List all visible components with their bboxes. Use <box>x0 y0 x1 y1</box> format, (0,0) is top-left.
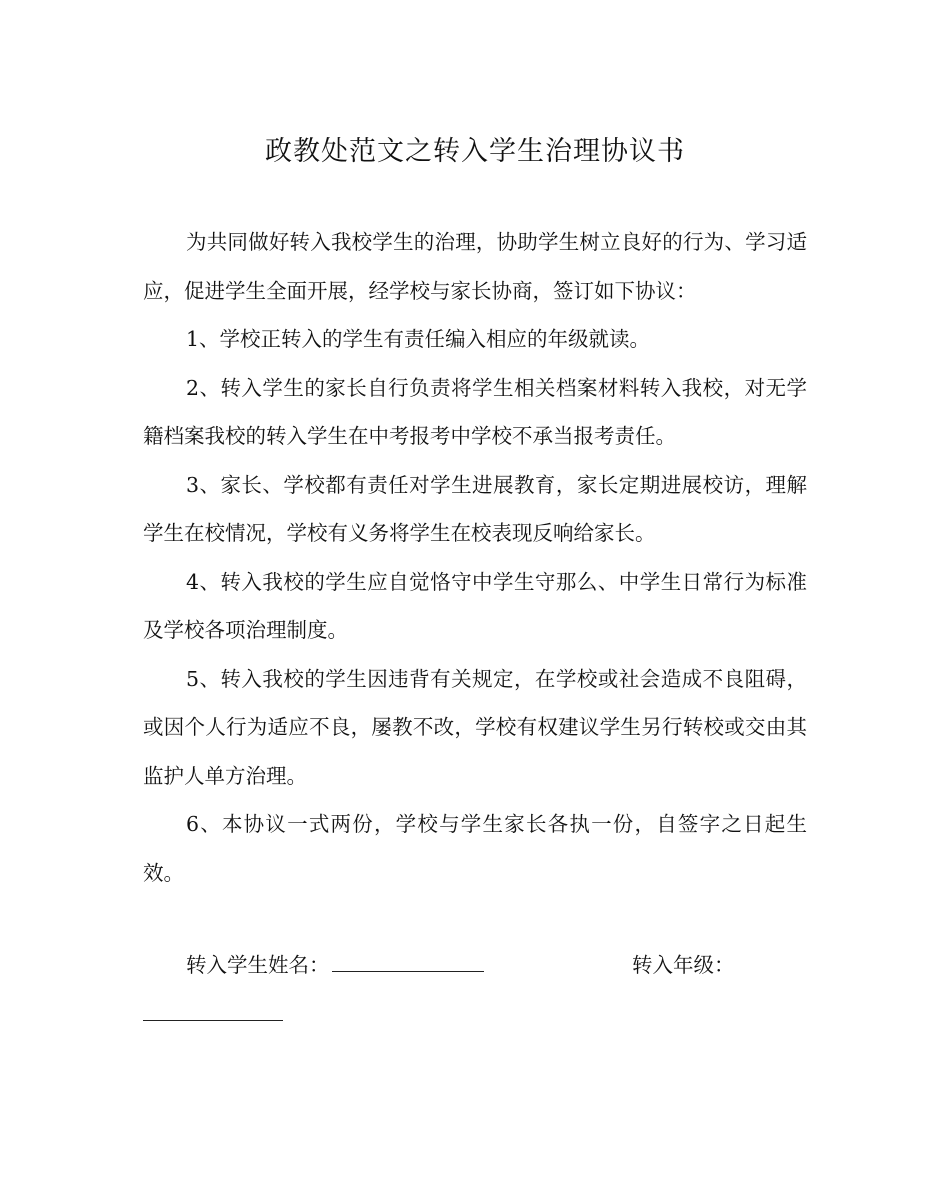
clause-3: 3、家长、学校都有责任对学生进展教育，家长定期进展校访，理解学生在校情况，学校有义务将学生在校表现反响给家长。 <box>143 472 807 545</box>
clause-1: 1、学校正转入的学生有责任编入相应的年级就读。 <box>186 327 651 351</box>
clause-2: 2、转入学生的家长自行负责将学生相关档案材料转入我校，对无学籍档案我校的转入学生在中考报考中学校不承当报考责任。 <box>143 375 807 448</box>
grade-blank-line <box>143 1000 283 1021</box>
document-body <box>143 218 807 897</box>
clause-4: 4、转入我校的学生应自觉恪守中学生守那么、中学生日常行为标准及学校各项治理制度。 <box>143 569 807 642</box>
student-name-blank-line <box>332 951 484 972</box>
document-title: 政教处范文之转入学生治理协议书 <box>265 136 685 167</box>
student-name-field <box>186 950 484 980</box>
clause-5: 5、转入我校的学生因违背有关规定，在学校或社会造成不良阻碍，或因个人行为适应不良，屡教不改，学校有权建议学生另行转校或交由其监护人单方治理。 <box>143 666 807 788</box>
grade-field <box>632 950 735 980</box>
clause-6: 6、本协议一式两份，学校与学生家长各执一份，自签字之日起生效。 <box>143 812 807 885</box>
intro-paragraph: 为共同做好转入我校学生的治理，协助学生树立良好的行为、学习适应，促进学生全面开展，经学校与家长协商，签订如下协议： <box>143 230 807 303</box>
grade-label: 转入年级： <box>632 953 735 977</box>
student-name-label: 转入学生姓名： <box>186 953 330 977</box>
